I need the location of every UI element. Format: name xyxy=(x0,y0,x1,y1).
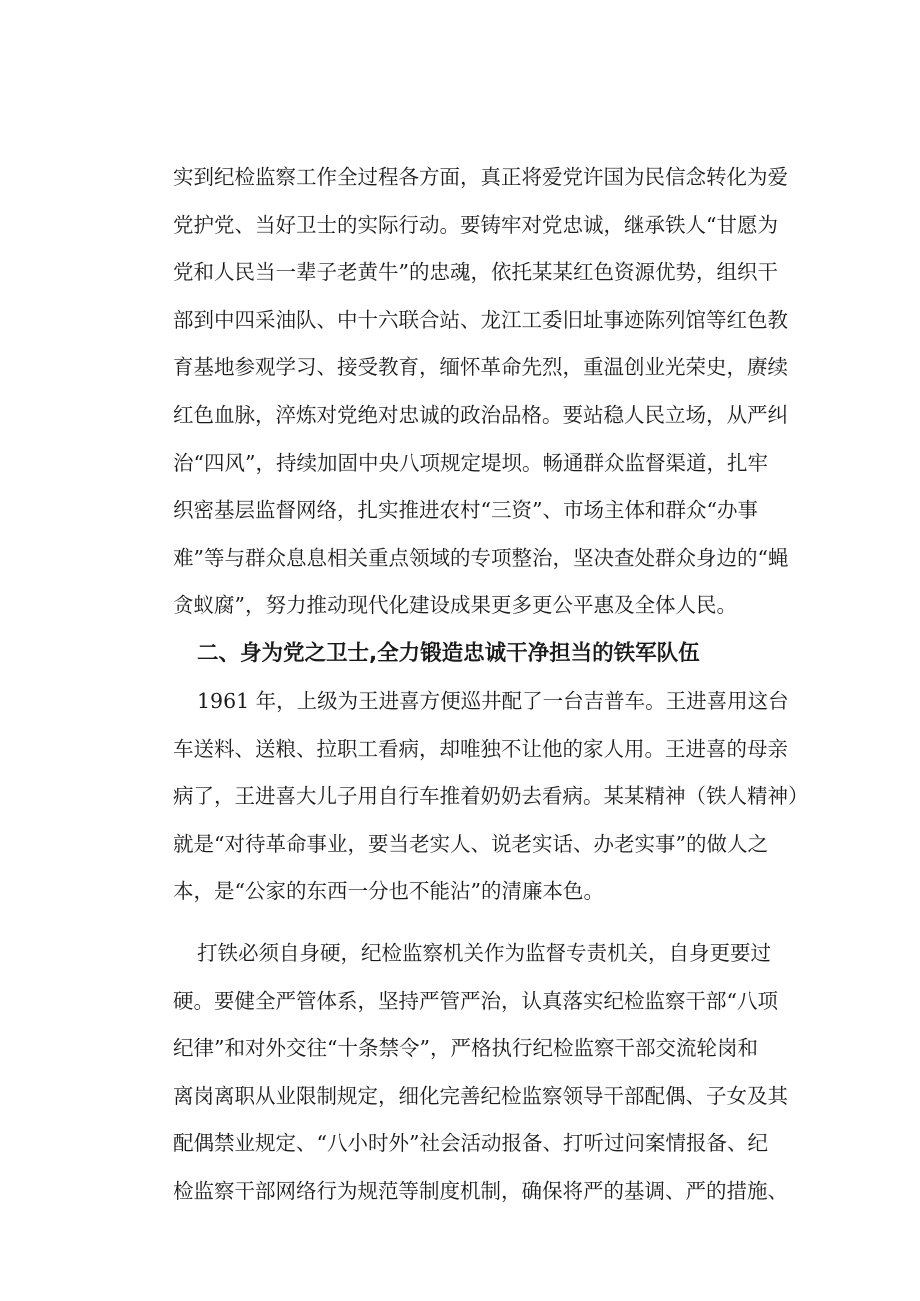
text-line: 难”等与群众息息相关重点领域的专项整治，坚决查处群众身边的“蝇 xyxy=(173,545,789,570)
text-line: 硬。要健全严管体系，坚持严管严治，认真落实纪检监察干部“八项 xyxy=(173,988,778,1013)
text-line: 纪律”和对外交往“十条禁令”，严格执行纪检监察干部交流轮岗和 xyxy=(173,1036,758,1061)
text-line: 1961 年，上级为王进喜方便巡井配了一台吉普车。王进喜用这台 xyxy=(197,688,789,713)
text-line: 车送料、送粮、拉职工看病，却唯独不让他的家人用。王进喜的母亲 xyxy=(173,736,788,761)
text-line: 配偶禁业规定、“八小时外”社会活动报备、打听过问案情报备、纪 xyxy=(173,1131,768,1156)
paragraph-gap xyxy=(173,916,813,930)
text-line: 离岗离职从业限制规定，细化完善纪检监察领导干部配偶、子女及其 xyxy=(173,1083,788,1108)
text-line: 打铁必须自身硬，纪检监察机关作为监督专责机关，自身更要过 xyxy=(197,940,771,965)
text-line: 部到中四采油队、中十六联合站、龙江工委旧址事迹陈列馆等红色教 xyxy=(173,307,788,332)
text-line: 党和人民当一辈子老黄牛”的忠魂，依托某某红色资源优势，组织干 xyxy=(173,260,778,285)
section-heading: 二、身为党之卫士,全力锻造忠诚干净担当的铁军队伍 xyxy=(197,640,700,666)
text-line: 织密基层监督网络，扎实推进农村“三资”、市场主体和群众“办事 xyxy=(173,498,758,523)
text-line: 本，是“公家的东西一分也不能沾”的清廉本色。 xyxy=(173,879,604,904)
text-line: 红色血脉，淬炼对党绝对忠诚的政治品格。要站稳人民立场，从严纠 xyxy=(173,402,788,427)
text-line: 就是“对待革命事业，要当老实人、说老实话、办老实事”的做人之 xyxy=(173,831,768,856)
text-line: 病了，王进喜大儿子用自行车推着奶奶去看病。某某精神（铁人精神） xyxy=(173,784,809,809)
paragraph-1 xyxy=(173,154,813,630)
text-line: 党护党、当好卫士的实际行动。要铸牢对党忠诚，继承铁人“甘愿为 xyxy=(173,212,778,237)
document-body xyxy=(173,154,813,1215)
paragraph-3 xyxy=(173,930,813,1216)
paragraph-2 xyxy=(173,678,813,916)
text-line: 贪蚁腐”，努力推动现代化建设成果更多更公平惠及全体人民。 xyxy=(173,593,737,618)
text-line: 检监察干部网络行为规范等制度机制，确保将严的基调、严的措施、 xyxy=(173,1178,788,1203)
text-line: 实到纪检监察工作全过程各方面，真正将爱党许国为民信念转化为爱 xyxy=(173,165,788,189)
text-line: 治“四风”，持续加固中央八项规定堤坝。畅通群众监督渠道，扎牢 xyxy=(173,450,768,475)
text-line: 育基地参观学习、接受教育，缅怀革命先烈，重温创业光荣史，赓续 xyxy=(173,355,788,380)
